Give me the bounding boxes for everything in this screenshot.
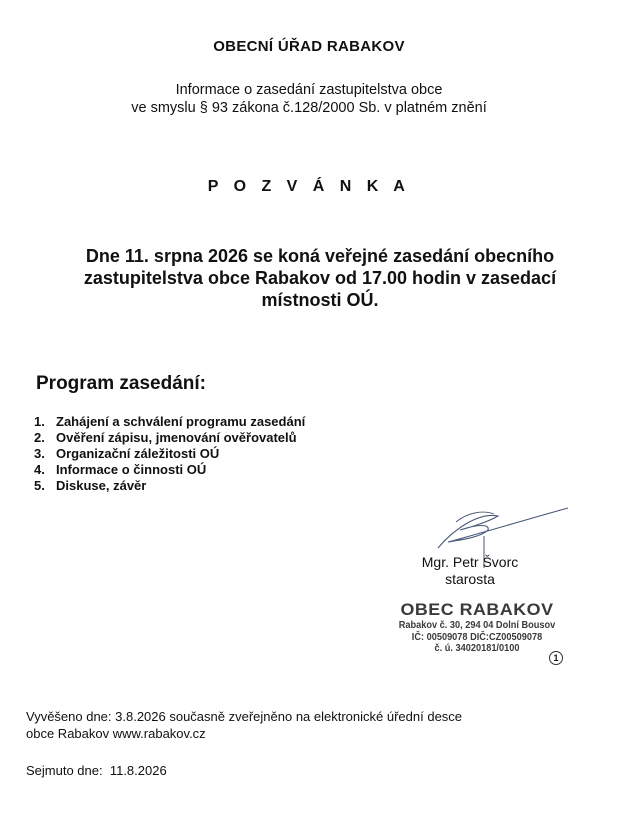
- agenda-item-number: 3.: [34, 446, 45, 461]
- stamp-address: Rabakov č. 30, 294 04 Dolní Bousov: [398, 620, 556, 631]
- stamp-ids: IČ: 00509078 DIČ:CZ00509078: [411, 631, 543, 643]
- agenda-item: [34, 478, 305, 494]
- posted-line-1: Vyvěšeno dne: 3.8.2026 současně zveřejněno na elektronické úřední desce: [26, 709, 463, 724]
- agenda-item-text: Diskuse, závěr: [56, 478, 147, 493]
- official-stamp: [378, 600, 576, 655]
- agenda-item-text: Informace o činnosti OÚ: [56, 462, 207, 477]
- stamp-number-mark: 1: [549, 651, 563, 665]
- agenda-item: [34, 414, 305, 430]
- agenda-item: [34, 430, 305, 446]
- posted-line-2: obce Rabakov www.rabakov.cz: [26, 726, 206, 741]
- agenda-item-text: Zahájení a schválení programu zasedání: [56, 414, 306, 429]
- agenda-item-number: 1.: [34, 414, 45, 429]
- info-line-1: Informace o zasedání zastupitelstva obce: [175, 82, 443, 98]
- removed-date: Sejmuto dne: 11.8.2026: [26, 763, 167, 778]
- signer-name: Mgr. Petr Švorc: [421, 554, 519, 570]
- stamp-title: OBEC RABAKOV: [400, 600, 554, 619]
- agenda-item: [34, 462, 305, 478]
- agenda-item: [34, 446, 305, 462]
- announcement-text: Dne 11. srpna 2026 se koná veřejné zasedání obecního zastupitelstva obce Rabakov od 17.00 hodin v zasedací místnosti OÚ.: [83, 246, 557, 310]
- agenda-item-number: 4.: [34, 462, 45, 477]
- invitation-title: P O Z V Á N K A: [207, 178, 411, 195]
- agenda-item-number: 2.: [34, 430, 45, 445]
- program-title: Program zasedání:: [36, 373, 206, 394]
- stamp-account: č. ú. 34020181/0100: [434, 643, 520, 654]
- agenda-item-text: Ověření zápisu, jmenování ověřovatelů: [56, 430, 297, 445]
- signer-role: starosta: [445, 571, 495, 587]
- office-heading: OBECNÍ ÚŘAD RABAKOV: [213, 38, 405, 55]
- agenda-item-number: 5.: [34, 478, 45, 493]
- info-line-2: ve smyslu § 93 zákona č.128/2000 Sb. v platném znění: [131, 100, 487, 116]
- agenda-list: [34, 414, 305, 494]
- agenda-item-text: Organizační záležitosti OÚ: [56, 446, 220, 461]
